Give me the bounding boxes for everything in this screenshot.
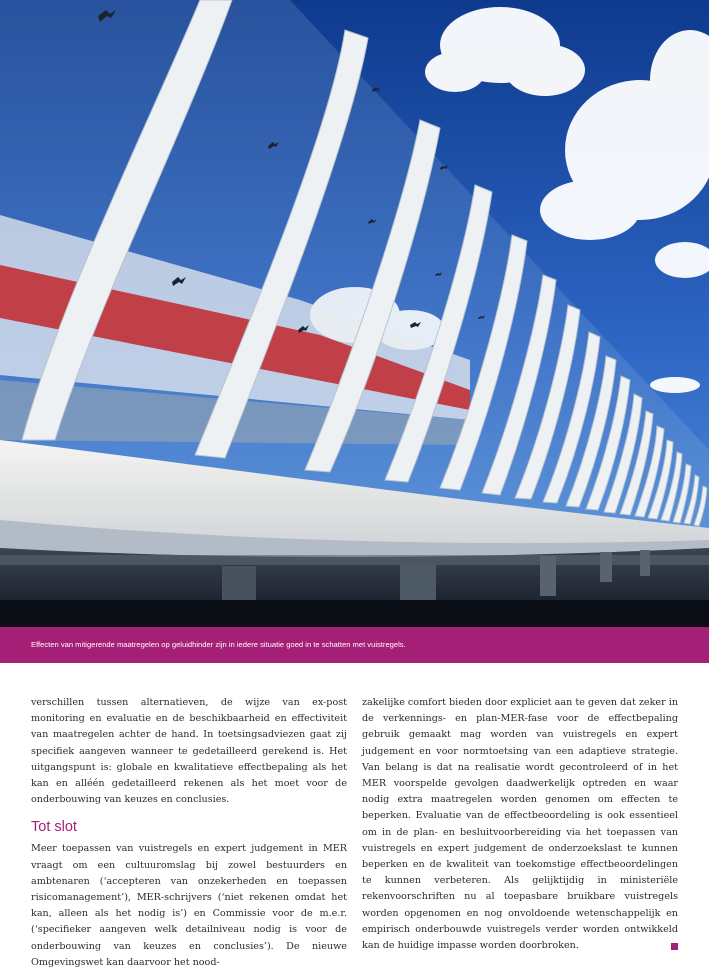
- right-column: [362, 695, 678, 954]
- body-paragraph: [362, 695, 678, 954]
- body-paragraph: verschillen tussen alternatieven, de wijze van ex-post monitoring en evaluatie en de beschikbaarheid en effectiviteit van maatregelen achter de hand. In toetsingsadviezen gaat zij specifiek aangeven wanneer te gedetailleerd gerekend is. Het uitgangspunt is: globale en kwalitatieve effectbepaling als het kan en alléén gedetailleerd rekenen als het moet voor de onderbouwing van keuzes en conclusies.: [31, 697, 347, 806]
- body-paragraph: Meer toepassen van vuistregels en expert judgement in MER vraagt om een cultuuromslag bij zowel bestuurders en ambtenaren (‘accepteren van onzekerheden en toepassen risicomanagement’), MER-schrijvers (‘niet rekenen omdat het kan, alleen als het nodig is’) en Commissie voor de m.e.r. (‘specifieker aangeven welk detailniveau nodig is voor de onderbouwing van keuzes en conclusies’). De nieuwe Omgevingswet kan daarvoor het nood-: [31, 843, 347, 968]
- end-of-article-mark: [671, 943, 678, 950]
- left-column: [31, 695, 347, 971]
- body-text: zakelijke comfort bieden door expliciet aan te geven dat zeker in de verkennings- en plan-MER-fase voor de effectbepaling gebruik gemaakt mag worden van vuistregels en expert judgement en voor normtoetsing van een adaptieve strategie. Van belang is dat na realisatie wordt gecontroleerd of in het MER voorspelde gevolgen daadwerkelijk optreden en waar nodig extra maatregelen worden genomen om effecten te beperken. Evaluatie van de effectbeoordeling is ook essentieel om in de plan- en besluitvoorbereiding via het toepassen van vuistregels en expert judgement de onderzoekslast te kunnen beperken en de kwaliteit van toekomstige effectbeoordelingen te kunnen verbeteren. Als gelijktijdig in ministeriële rekenvoorschriften nu al toepasbare bruikbare vuistregels worden opgenomen en nog onvoldoende wetenschappelijk en empirisch onderbouwde vuistregels verder worden ontwikkeld kan de huidige impasse worden doorbroken.: [362, 697, 678, 952]
- photo-caption: Effecten van mitigerende maatregelen op geluidhinder zijn in iedere situatie goed in te schatten met vuistregels.: [0, 627, 709, 663]
- section-heading: Tot slot: [31, 819, 77, 836]
